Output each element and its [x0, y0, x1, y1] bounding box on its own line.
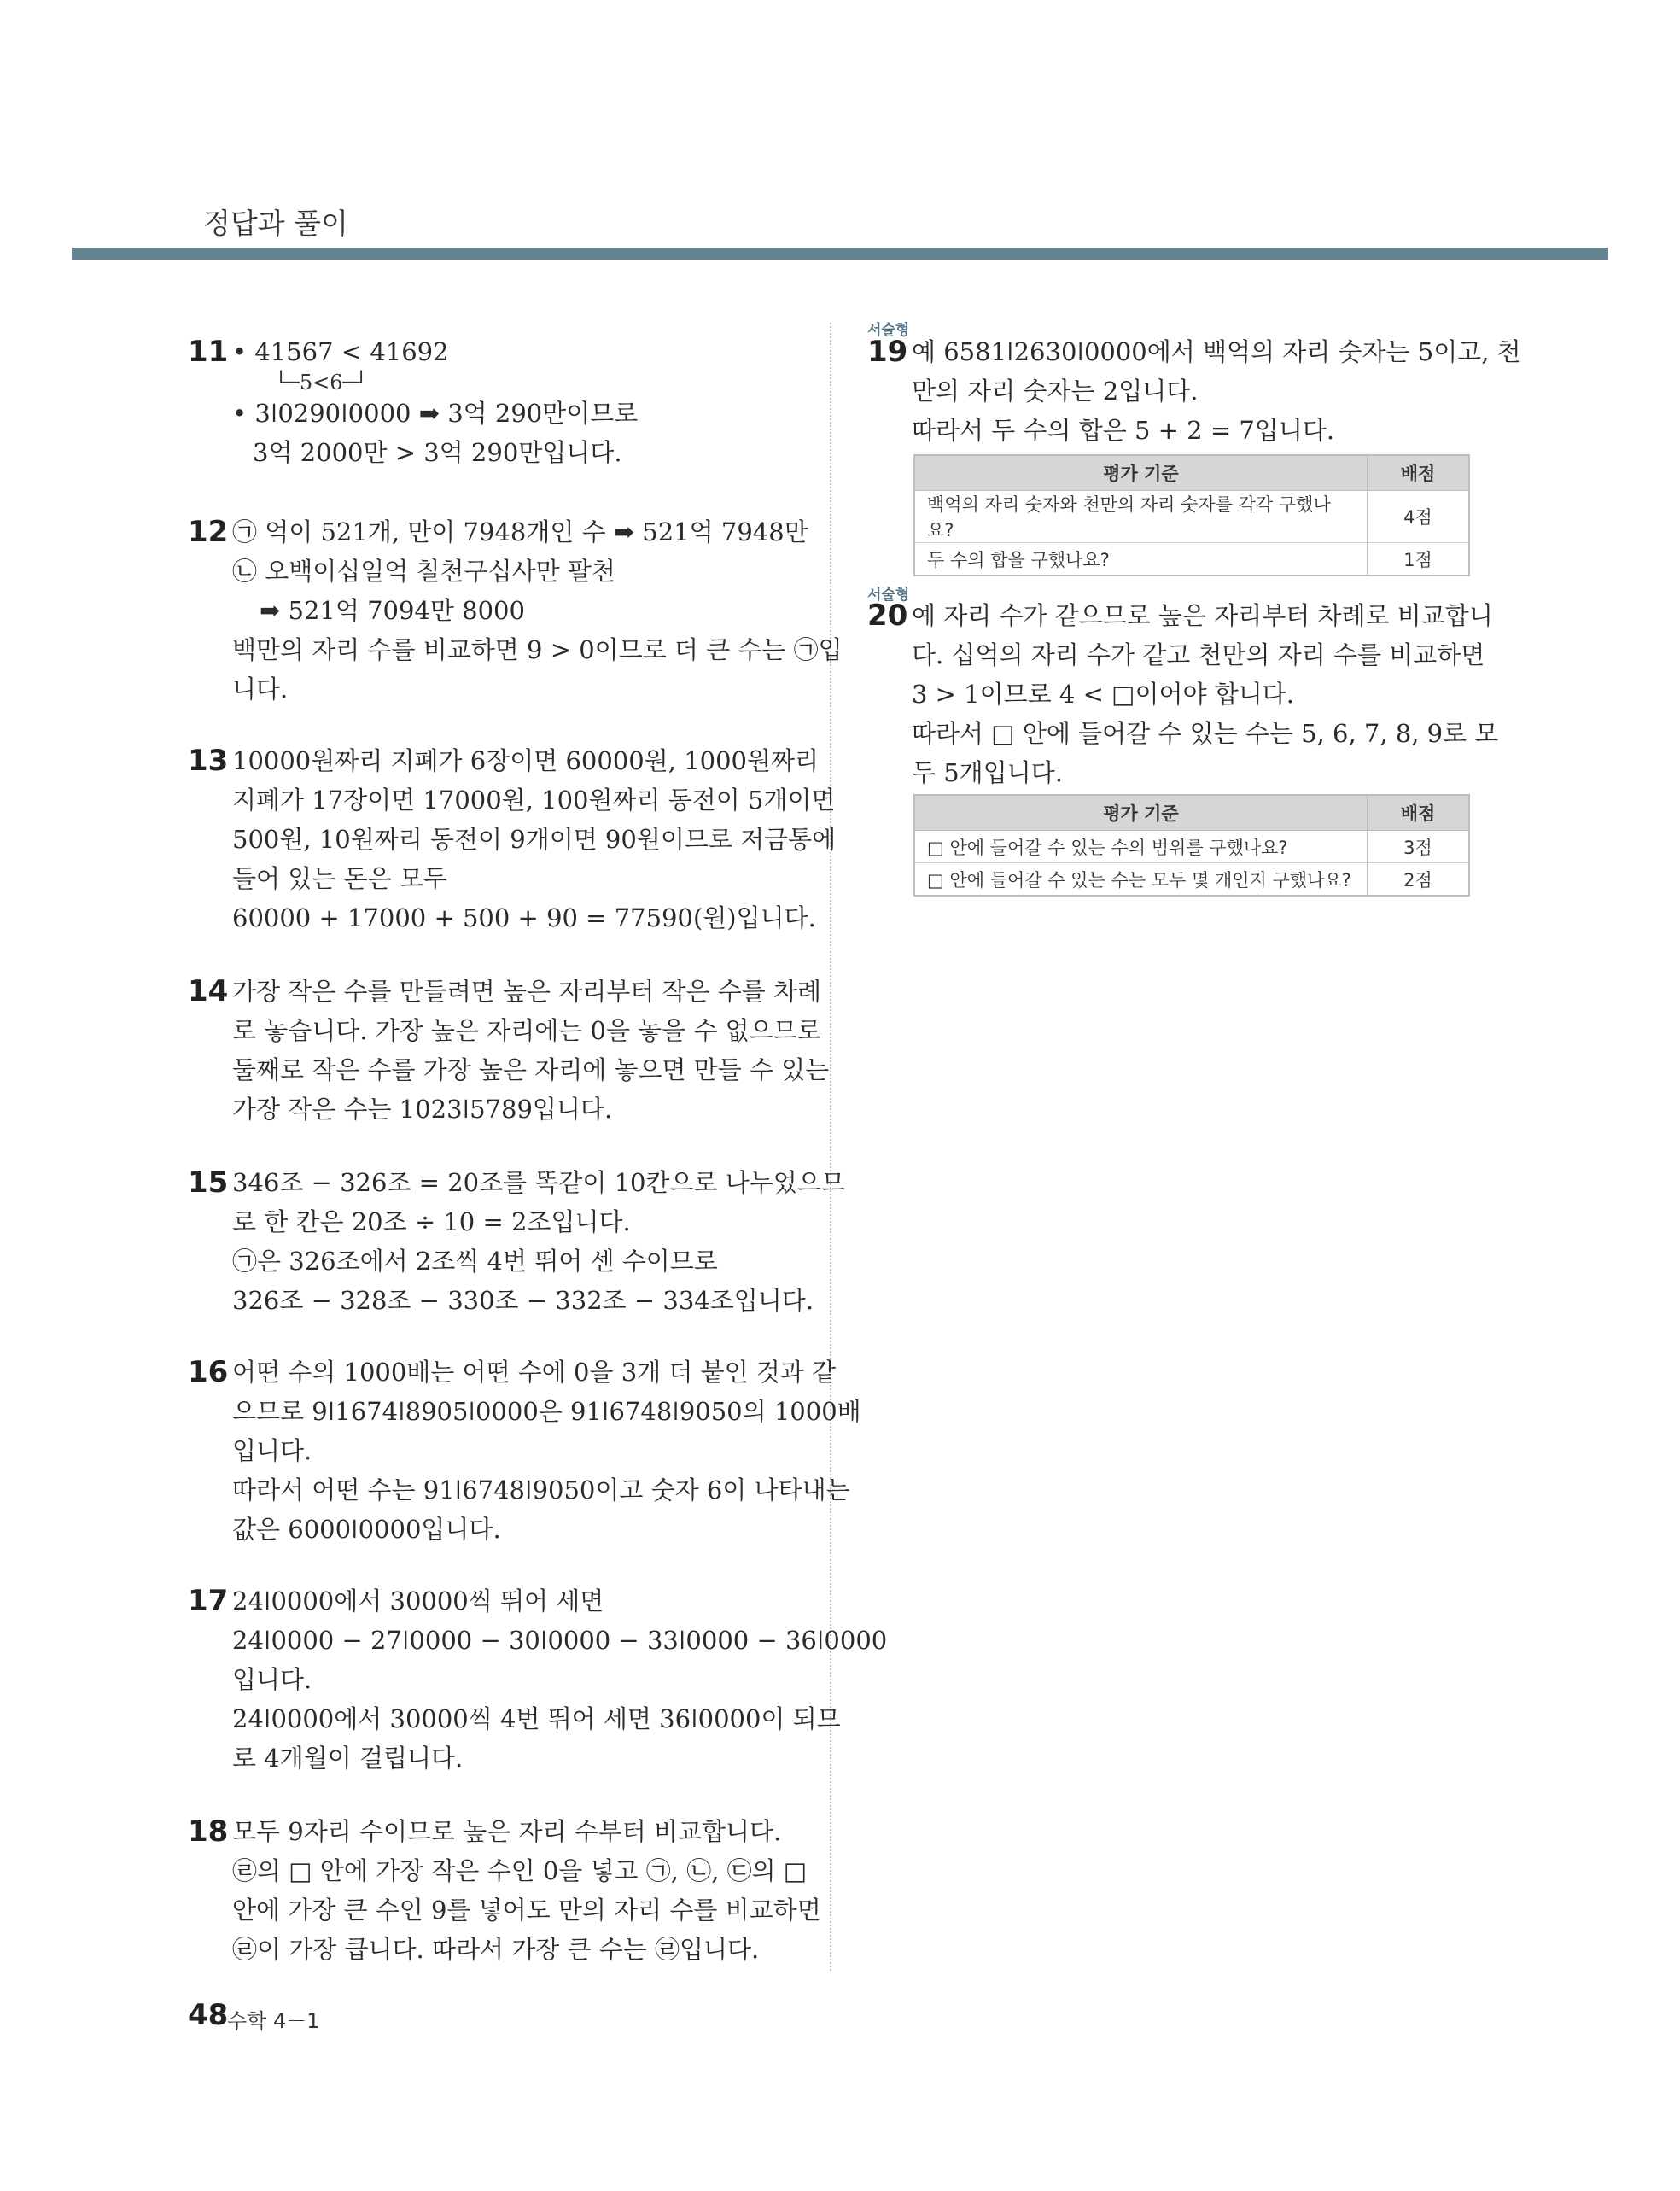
line: 따라서 □ 안에 들어갈 수 있는 수는 5, 6, 7, 8, 9로 모: [912, 719, 1499, 748]
page-header-title: 정답과 풀이: [203, 207, 348, 240]
line: 3 > 1이므로 4 < □이어야 합니다.: [912, 680, 1295, 709]
line: 들어 있는 돈은 모두: [232, 864, 447, 893]
line: 로 한 칸은 20조 ÷ 10 = 2조입니다.: [232, 1207, 631, 1236]
rubric-table-20: [913, 794, 1470, 897]
essay-tag: 서술형: [867, 587, 910, 604]
problem-14: [188, 972, 843, 1129]
problem-number: 11: [188, 335, 229, 369]
line: 500원, 10원짜리 동전이 9개이면 90원이므로 저금통에: [232, 825, 837, 854]
line: 24ǀ0000에서 30000씩 뛰어 세면: [232, 1586, 604, 1615]
line: 니다.: [232, 675, 289, 704]
problem-17: [188, 1581, 888, 1778]
line: 가장 작은 수는 1023ǀ5789입니다.: [232, 1095, 613, 1124]
rubric-header-criteria: 평가 기준: [914, 795, 1368, 831]
problem-number: 16: [188, 1355, 229, 1389]
line: 326조 − 328조 − 330조 − 332조 − 334조입니다.: [232, 1286, 814, 1315]
rubric-row: [914, 491, 1469, 543]
line: 3억 2000만 > 3억 290만입니다.: [253, 438, 622, 467]
line: 다. 십억의 자리 수가 같고 천만의 자리 수를 비교하면: [912, 640, 1485, 669]
line: 24ǀ0000에서 30000씩 4번 뛰어 세면 36ǀ0000이 되므: [232, 1704, 841, 1733]
problem-number: 19: [867, 335, 908, 369]
rubric-row: [914, 863, 1469, 897]
problem-20: [867, 596, 1522, 792]
problem-number: 13: [188, 744, 229, 778]
line: 두 5개입니다.: [912, 758, 1063, 787]
line: 로 4개월이 걸립니다.: [232, 1744, 464, 1773]
problem-number: 20: [867, 599, 908, 633]
line: 입니다.: [232, 1665, 312, 1694]
problem-16: [188, 1353, 861, 1549]
line: 값은 6000ǀ0000입니다.: [232, 1515, 501, 1544]
rubric-header-points: 배점: [1368, 455, 1470, 491]
line: 만의 자리 숫자는 2입니다.: [912, 377, 1199, 406]
rubric-points: 1점: [1368, 543, 1470, 576]
line: 백만의 자리 수를 비교하면 9 > 0이므로 더 큰 수는 ㉠입: [232, 635, 843, 664]
rubric-header-criteria: 평가 기준: [914, 455, 1368, 491]
line: ➡ 521억 7094만 8000: [260, 596, 525, 625]
line: • 41567 < 41692: [232, 337, 449, 366]
line: 으므로 9ǀ1674ǀ8905ǀ0000은 91ǀ6748ǀ9050의 1000배: [232, 1397, 861, 1426]
line: 둘째로 작은 수를 가장 높은 자리에 놓으면 만들 수 있는: [232, 1055, 830, 1084]
line: 모두 9자리 수이므로 높은 자리 수부터 비교합니다.: [232, 1817, 782, 1846]
line: 60000 + 17000 + 500 + 90 = 77590(원)입니다.: [232, 903, 816, 932]
problem-13: [188, 741, 843, 938]
problem-12: [188, 512, 843, 709]
comparison-note: └─5<6─┘: [275, 371, 368, 394]
rubric-row: [914, 831, 1469, 863]
essay-tag: 서술형: [867, 322, 910, 339]
problem-number: 17: [188, 1584, 229, 1618]
problem-number: 15: [188, 1166, 229, 1200]
rubric-points: 4점: [1368, 491, 1470, 543]
footer-subject: 수학 4－1: [227, 2009, 320, 2033]
line: 로 놓습니다. 가장 높은 자리에는 0을 놓을 수 없으므로: [232, 1016, 821, 1045]
problem-number: 12: [188, 515, 229, 549]
problem-11: [188, 332, 843, 472]
rubric-points: 3점: [1368, 831, 1470, 863]
problem-number: 18: [188, 1814, 229, 1849]
line: 346조 − 326조 = 20조를 똑같이 10칸으로 나누었으므: [232, 1168, 845, 1197]
line: ㉡ 오백이십일억 칠천구십사만 팔천: [232, 557, 615, 586]
rubric-points: 2점: [1368, 863, 1470, 897]
rubric-row: [914, 543, 1469, 576]
page-number: 48: [188, 1998, 229, 2032]
rubric-criterion: 두 수의 합을 구했나요?: [914, 543, 1368, 576]
line: ㉣의 □ 안에 가장 작은 수인 0을 넣고 ㉠, ㉡, ㉢의 □: [232, 1856, 808, 1885]
rubric-table-19: [913, 454, 1470, 576]
line: 10000원짜리 지폐가 6장이면 60000원, 1000원짜리: [232, 746, 820, 775]
line: 예 자리 수가 같으므로 높은 자리부터 차례로 비교합니: [912, 601, 1493, 630]
problem-number: 14: [188, 974, 229, 1008]
line: • 3ǀ0290ǀ0000 ➡ 3억 290만이므로: [232, 399, 639, 428]
line: 따라서 두 수의 합은 5 + 2 = 7입니다.: [912, 416, 1335, 445]
line: ㉠ 억이 521개, 만이 7948개인 수 ➡ 521억 7948만: [232, 517, 808, 546]
problem-15: [188, 1163, 845, 1320]
line: 24ǀ0000 − 27ǀ0000 − 30ǀ0000 − 33ǀ0000 − 36ǀ0000: [232, 1626, 888, 1655]
line: ㉣이 가장 큽니다. 따라서 가장 큰 수는 ㉣입니다.: [232, 1935, 760, 1964]
rubric-criterion: □ 안에 들어갈 수 있는 수의 범위를 구했나요?: [914, 831, 1368, 863]
line: 지폐가 17장이면 17000원, 100원짜리 동전이 5개이면: [232, 786, 836, 815]
line: 입니다.: [232, 1436, 312, 1465]
rubric-criterion: □ 안에 들어갈 수 있는 수는 모두 몇 개인지 구했나요?: [914, 863, 1368, 897]
line: 어떤 수의 1000배는 어떤 수에 0을 3개 더 붙인 것과 같: [232, 1358, 837, 1387]
rubric-header-points: 배점: [1368, 795, 1470, 831]
problem-19: [867, 332, 1522, 450]
line: 따라서 어떤 수는 91ǀ6748ǀ9050이고 숫자 6이 나타내는: [232, 1475, 850, 1504]
line: ㉠은 326조에서 2조씩 4번 뛰어 센 수이므로: [232, 1247, 718, 1276]
line: 가장 작은 수를 만들려면 높은 자리부터 작은 수를 차례: [232, 977, 822, 1006]
problem-18: [188, 1812, 843, 1969]
rubric-criterion: 백억의 자리 숫자와 천만의 자리 숫자를 각각 구했나요?: [914, 491, 1368, 543]
header-bar: [72, 248, 1608, 260]
line: 안에 가장 큰 수인 9를 넣어도 만의 자리 수를 비교하면: [232, 1896, 821, 1925]
line: 예 6581ǀ2630ǀ0000에서 백억의 자리 숫자는 5이고, 천: [912, 337, 1521, 366]
